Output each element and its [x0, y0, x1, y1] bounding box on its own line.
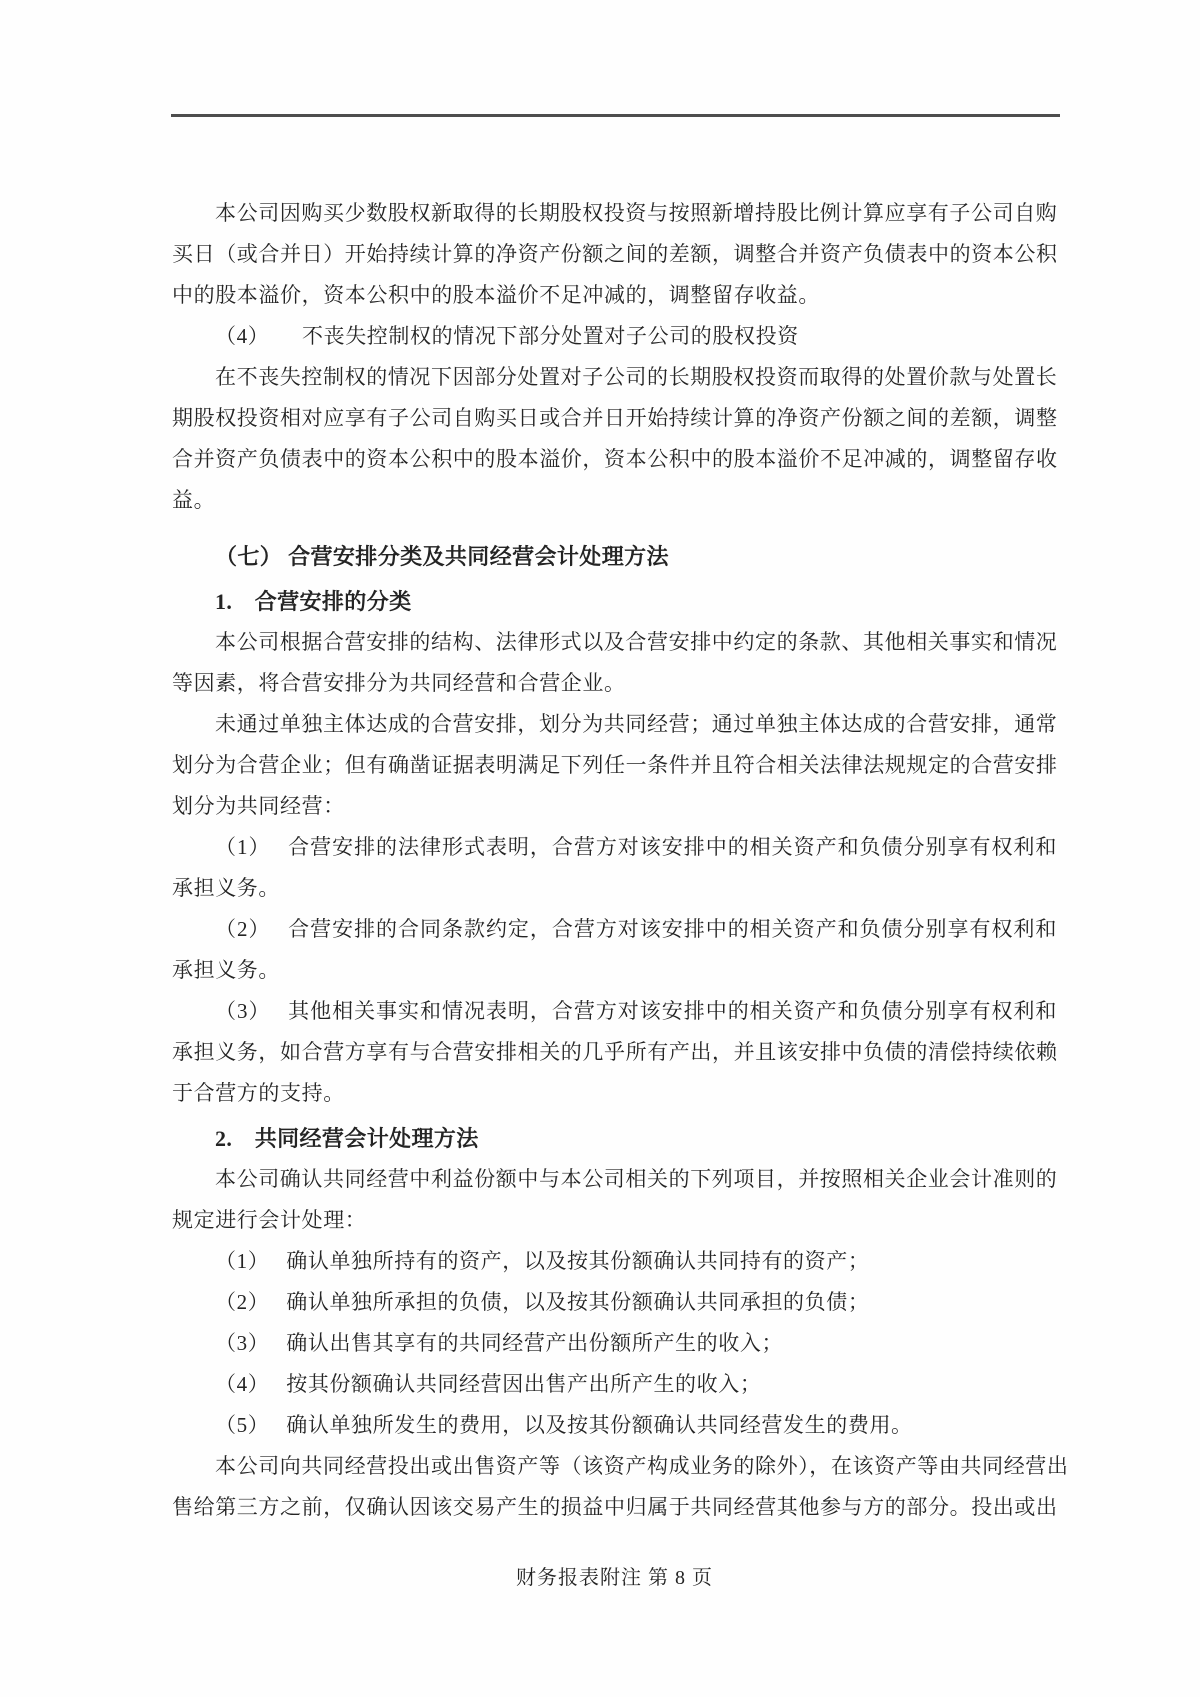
text-line: （4） 不丧失控制权的情况下部分处置对子公司的股权投资: [215, 324, 799, 348]
paragraph: [172, 1405, 1057, 1446]
paragraph: [172, 704, 1057, 827]
paragraph: [172, 991, 1057, 1114]
text-line: （3） 确认出售其享有的共同经营产出份额所产生的收入；: [215, 1331, 784, 1355]
text-line: 承担义务。: [172, 876, 280, 900]
text-line: 1. 合营安排的分类: [215, 589, 412, 614]
paragraph: [172, 827, 1057, 909]
paragraph: [172, 316, 1057, 357]
text-line: （1） 确认单独所持有的资产，以及按其份额确认共同持有的资产；: [215, 1249, 870, 1273]
text-line: （5） 确认单独所发生的费用，以及按其份额确认共同经营发生的费用。: [215, 1413, 913, 1437]
footer-text: 财务报表附注 第 8 页: [516, 1567, 713, 1589]
text-line: 本公司因购买少数股权新取得的长期股权投资与按照新增持股比例计算应享有子公司自购: [215, 201, 1058, 225]
section-heading: [172, 536, 1057, 577]
text-line: 本公司确认共同经营中利益份额中与本公司相关的下列项目，并按照相关企业会计准则的: [215, 1167, 1058, 1191]
paragraph: [172, 1323, 1057, 1364]
text-line: 承担义务，如合营方享有与合营安排相关的几乎所有产出，并且该安排中负债的清偿持续依赖: [172, 1040, 1058, 1064]
text-line: 于合营方的支持。: [172, 1081, 345, 1105]
text-line: 未通过单独主体达成的合营安排，划分为共同经营；通过单独主体达成的合营安排，通常: [215, 712, 1058, 736]
paragraph: [172, 1159, 1057, 1241]
text-line: （4） 按其份额确认共同经营因出售产出所产生的收入；: [215, 1372, 762, 1396]
header-rule: [171, 114, 1060, 117]
text-line: 规定进行会计处理：: [172, 1208, 367, 1232]
text-line: 承担义务。: [172, 958, 280, 982]
section-heading: [172, 581, 1057, 622]
text-line: 划分为合营企业；但有确凿证据表明满足下列任一条件并且符合相关法律法规规定的合营安排: [172, 753, 1058, 777]
text-line: （七） 合营安排分类及共同经营会计处理方法: [215, 544, 669, 569]
text-line: 益。: [172, 488, 216, 512]
text-line: 2. 共同经营会计处理方法: [215, 1126, 479, 1151]
text-line: （3） 其他相关事实和情况表明，合营方对该安排中的相关资产和负债分别享有权利和: [215, 999, 1057, 1023]
text-line: 本公司根据合营安排的结构、法律形式以及合营安排中约定的条款、其他相关事实和情况: [215, 630, 1058, 654]
text-line: 合并资产负债表中的资本公积中的股本溢价，资本公积中的股本溢价不足冲减的，调整留存收: [172, 447, 1058, 471]
text-line: 在不丧失控制权的情况下因部分处置对子公司的长期股权投资而取得的处置价款与处置长: [215, 365, 1058, 389]
paragraph: [172, 909, 1057, 991]
text-line: 期股权投资相对应享有子公司自购买日或合并日开始持续计算的净资产份额之间的差额，调整: [172, 406, 1058, 430]
paragraph: [172, 1241, 1057, 1282]
paragraph: [172, 622, 1057, 704]
text-line: （2） 合营安排的合同条款约定，合营方对该安排中的相关资产和负债分别享有权利和: [215, 917, 1057, 941]
paragraph: [172, 357, 1057, 521]
text-line: 本公司向共同经营投出或出售资产等（该资产构成业务的除外），在该资产等由共同经营出: [215, 1454, 1069, 1478]
section-heading: [172, 1118, 1057, 1159]
document-body: [172, 193, 1069, 1528]
page-footer: [172, 1563, 1057, 1593]
paragraph: [172, 193, 1057, 316]
paragraph: [172, 1364, 1057, 1405]
text-line: 中的股本溢价，资本公积中的股本溢价不足冲减的，调整留存收益。: [172, 283, 820, 307]
text-line: 买日（或合并日）开始持续计算的净资产份额之间的差额，调整合并资产负债表中的资本公积: [172, 242, 1058, 266]
text-line: 划分为共同经营：: [172, 794, 345, 818]
text-line: 等因素，将合营安排分为共同经营和合营企业。: [172, 671, 626, 695]
paragraph: [172, 1282, 1057, 1323]
text-line: 售给第三方之前，仅确认因该交易产生的损益中归属于共同经营其他参与方的部分。投出或出: [172, 1495, 1058, 1519]
text-line: （2） 确认单独所承担的负债，以及按其份额确认共同承担的负债；: [215, 1290, 870, 1314]
text-line: （1） 合营安排的法律形式表明，合营方对该安排中的相关资产和负债分别享有权利和: [215, 835, 1057, 859]
paragraph: [172, 1446, 1069, 1528]
